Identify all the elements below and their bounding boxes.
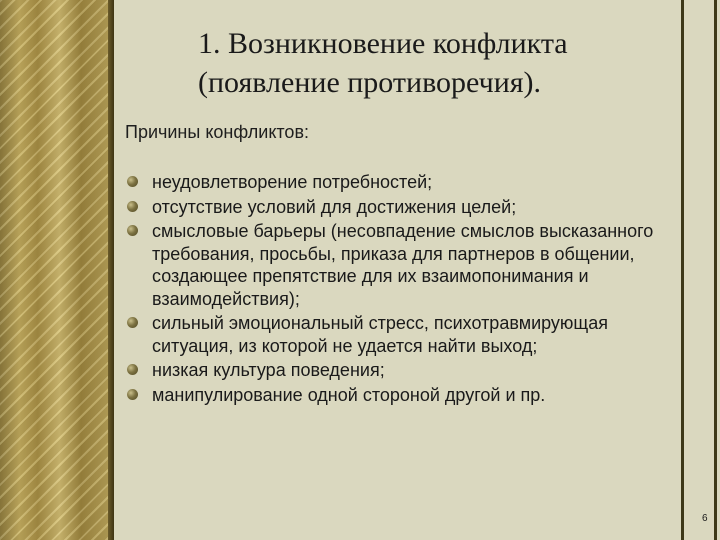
- title-line-2: (появление противоречия).: [198, 66, 542, 99]
- causes-list: [126, 171, 682, 408]
- causes-heading: Причины конфликтов:: [125, 122, 310, 142]
- decorative-gold-band: [0, 0, 108, 540]
- list-item: [126, 384, 682, 407]
- slide-title: [198, 24, 668, 102]
- list-item-text: манипулирование одной стороной другой и пр.: [152, 384, 546, 405]
- list-item-text: низкая культура поведения;: [152, 360, 385, 380]
- list-item-text: смысловые барьеры (несовпадение смыслов высказанного требования, просьбы, приказа для партнеров в общении, создающее препятствие для их взаимопонимания и взаимодействия);: [152, 221, 654, 309]
- bullet-icon: [127, 389, 138, 400]
- list-item: [126, 196, 682, 219]
- bullet-icon: [127, 317, 138, 328]
- page-number: 6: [702, 513, 708, 524]
- right-frame-line-right: [714, 0, 717, 540]
- list-item-text: отсутствие условий для достижения целей;: [152, 196, 517, 217]
- list-item-text: неудовлетворение потребностей;: [152, 172, 433, 192]
- list-item: [126, 312, 682, 357]
- bullet-icon: [127, 364, 138, 375]
- bullet-icon: [127, 225, 138, 236]
- list-item: [126, 220, 682, 310]
- list-item-text: сильный эмоциональный стресс, психотравмирующая ситуация, из которой не удается найти выход;: [152, 313, 608, 356]
- title-line-1: 1. Возникновение конфликта: [198, 27, 568, 60]
- bullet-icon: [127, 201, 138, 212]
- list-item: [126, 171, 682, 194]
- list-item: [126, 359, 682, 382]
- bullet-icon: [127, 176, 138, 187]
